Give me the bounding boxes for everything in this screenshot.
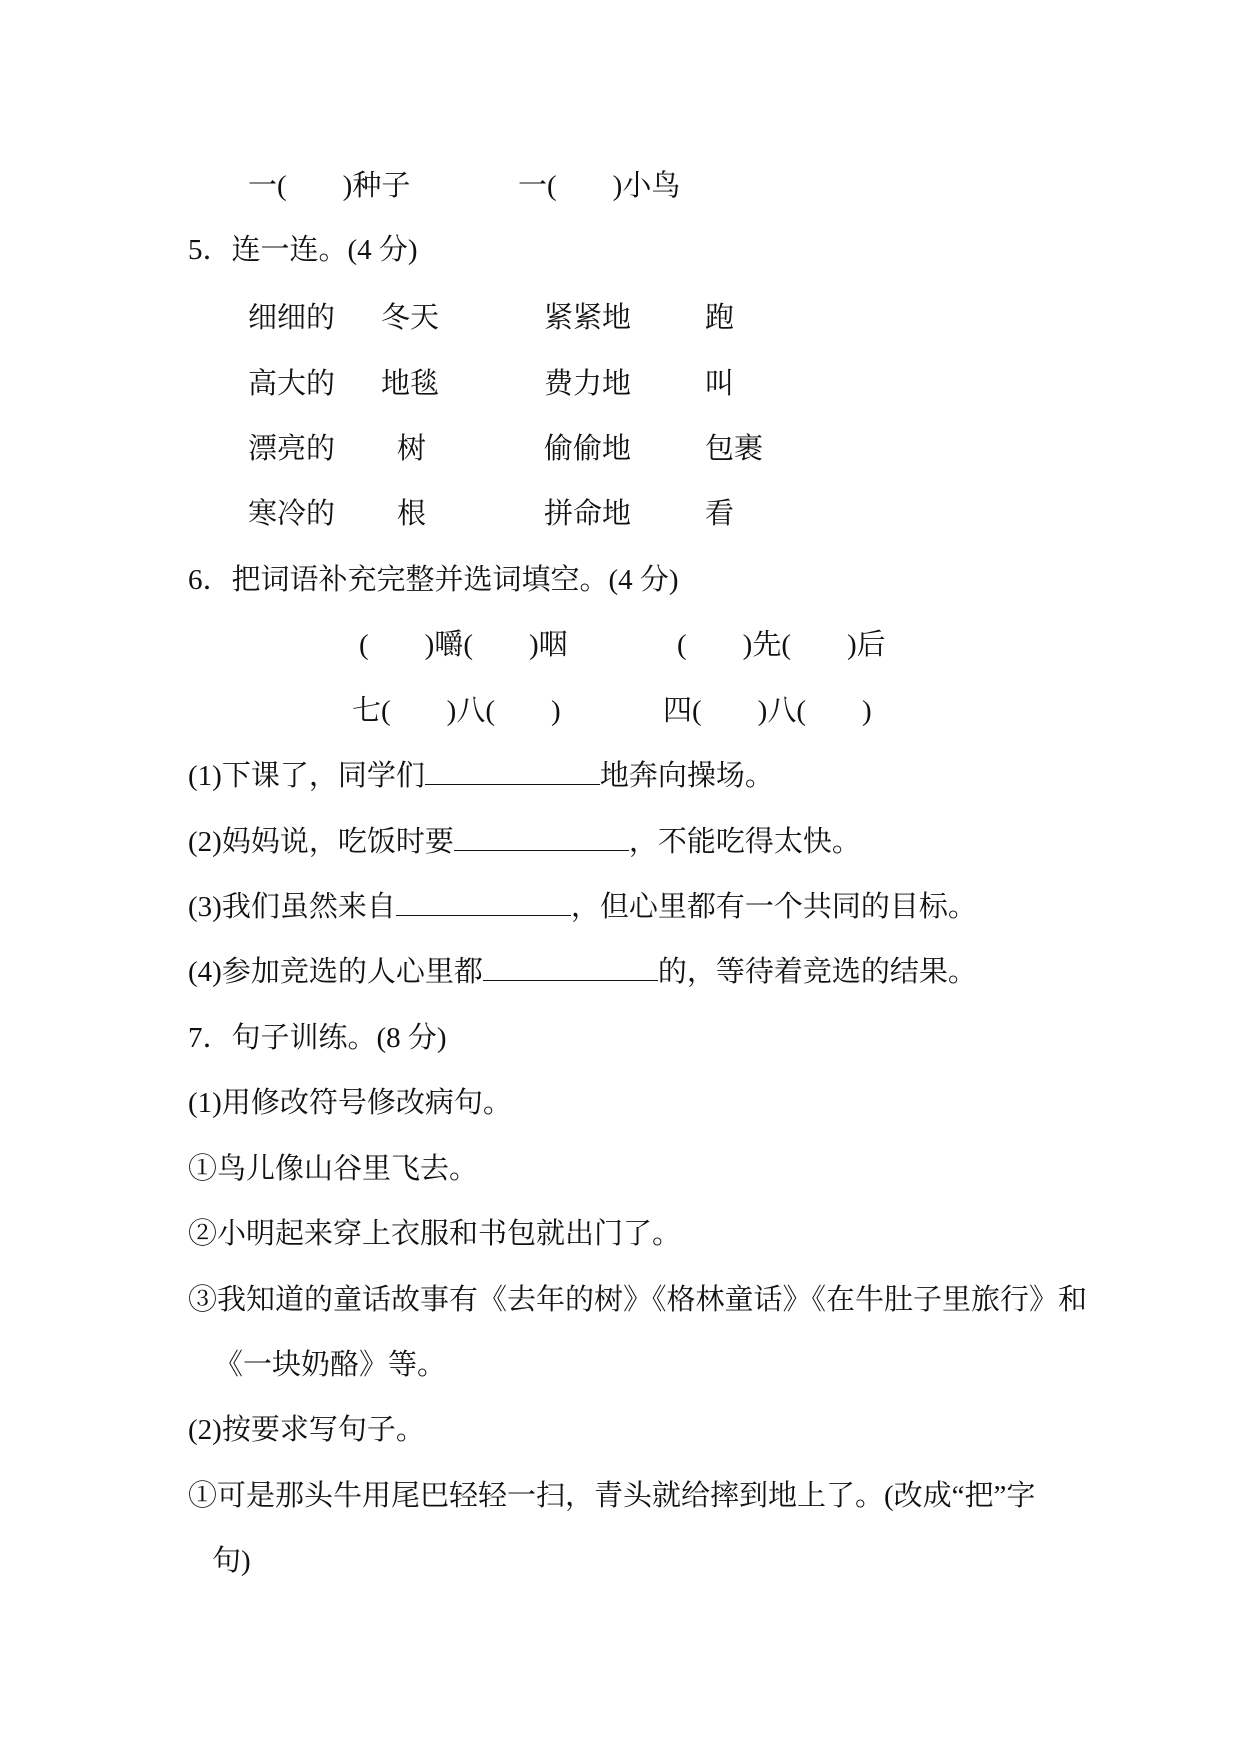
part-2-instruction: (2)按要求写句子。 — [188, 1414, 425, 1446]
sentence-start: (1)下课了，同学们 — [188, 760, 425, 792]
idiom-text: )八( — [757, 695, 806, 727]
word: )小鸟 — [612, 170, 681, 202]
answer-blank[interactable] — [425, 758, 600, 785]
fill-blank-seed — [248, 168, 410, 204]
fill-sentence — [188, 758, 774, 794]
answer-blank[interactable] — [454, 824, 629, 851]
sentence-start: (2)妈妈说，吃饭时要 — [188, 826, 454, 858]
idiom-text: 四( — [663, 695, 702, 727]
sentence-item-continued: 《一块奶酪》等。 — [214, 1349, 447, 1381]
question-7-title: 7．句子训练。(8 分) — [188, 1022, 447, 1054]
idiom-text: ( — [359, 629, 369, 661]
match-word[interactable]: 跑 — [705, 302, 735, 334]
sentence-item: ②小明起来穿上衣服和书包就出门了。 — [188, 1218, 682, 1250]
sentence-item: ①鸟儿像山谷里飞去。 — [188, 1153, 479, 1185]
fill-sentence — [188, 954, 977, 990]
idiom-text: ) — [862, 695, 872, 727]
sentence-item-continued: 句) — [212, 1545, 251, 1577]
match-word[interactable]: 树 — [397, 433, 427, 465]
idiom-blank — [352, 693, 561, 729]
match-word[interactable]: 紧紧地 — [544, 302, 632, 334]
match-word[interactable]: 费力地 — [544, 368, 632, 400]
idiom-text: ( — [677, 629, 687, 661]
prefix: 一( — [248, 170, 287, 202]
sentence-end: 的，等待着竞选的结果。 — [657, 956, 977, 988]
match-word[interactable]: 叫 — [705, 368, 735, 400]
match-word[interactable]: 高大的 — [248, 368, 336, 400]
sentence-end: ，但心里都有一个共同的目标。 — [570, 891, 977, 923]
fill-sentence — [188, 824, 861, 860]
idiom-text: )先( — [742, 629, 791, 661]
fill-sentence — [188, 889, 977, 925]
idiom-blank — [663, 693, 872, 729]
match-word[interactable]: 拼命地 — [544, 498, 632, 530]
sentence-start: (4)参加竞选的人心里都 — [188, 956, 483, 988]
match-word[interactable]: 包裹 — [705, 433, 764, 465]
match-word[interactable]: 偷偷地 — [544, 433, 632, 465]
answer-blank[interactable] — [396, 889, 571, 916]
prefix: 一( — [518, 170, 557, 202]
match-word[interactable]: 根 — [397, 498, 427, 530]
idiom-blank — [359, 627, 568, 663]
match-word[interactable]: 冬天 — [381, 302, 440, 334]
idiom-text: )咽 — [529, 629, 568, 661]
word: )种子 — [342, 170, 411, 202]
match-word[interactable]: 细细的 — [248, 302, 336, 334]
part-1-instruction: (1)用修改符号修改病句。 — [188, 1087, 512, 1119]
sentence-end: ，不能吃得太快。 — [628, 826, 861, 858]
sentence-start: (3)我们虽然来自 — [188, 891, 396, 923]
question-5-title: 5．连一连。(4 分) — [188, 234, 418, 266]
sentence-item: ③我知道的童话故事有《去年的树》《格林童话》《在牛肚子里旅行》和 — [188, 1284, 1088, 1316]
sentence-end: 地奔向操场。 — [599, 760, 774, 792]
idiom-blank — [677, 627, 886, 663]
match-word[interactable]: 看 — [705, 498, 735, 530]
fill-blank-bird — [518, 168, 680, 204]
question-6-title: 6．把词语补充完整并选词填空。(4 分) — [188, 564, 679, 596]
sentence-item: ①可是那头牛用尾巴轻轻一扫，青头就给摔到地上了。(改成“把”字 — [188, 1480, 1036, 1512]
idiom-text: )后 — [847, 629, 886, 661]
idiom-text: )八( — [446, 695, 495, 727]
answer-blank[interactable] — [483, 954, 658, 981]
idiom-text: 七( — [352, 695, 391, 727]
idiom-text: )嚼( — [424, 629, 473, 661]
match-word[interactable]: 地毯 — [381, 368, 440, 400]
match-word[interactable]: 寒冷的 — [248, 498, 336, 530]
idiom-text: ) — [551, 695, 561, 727]
match-word[interactable]: 漂亮的 — [248, 433, 336, 465]
